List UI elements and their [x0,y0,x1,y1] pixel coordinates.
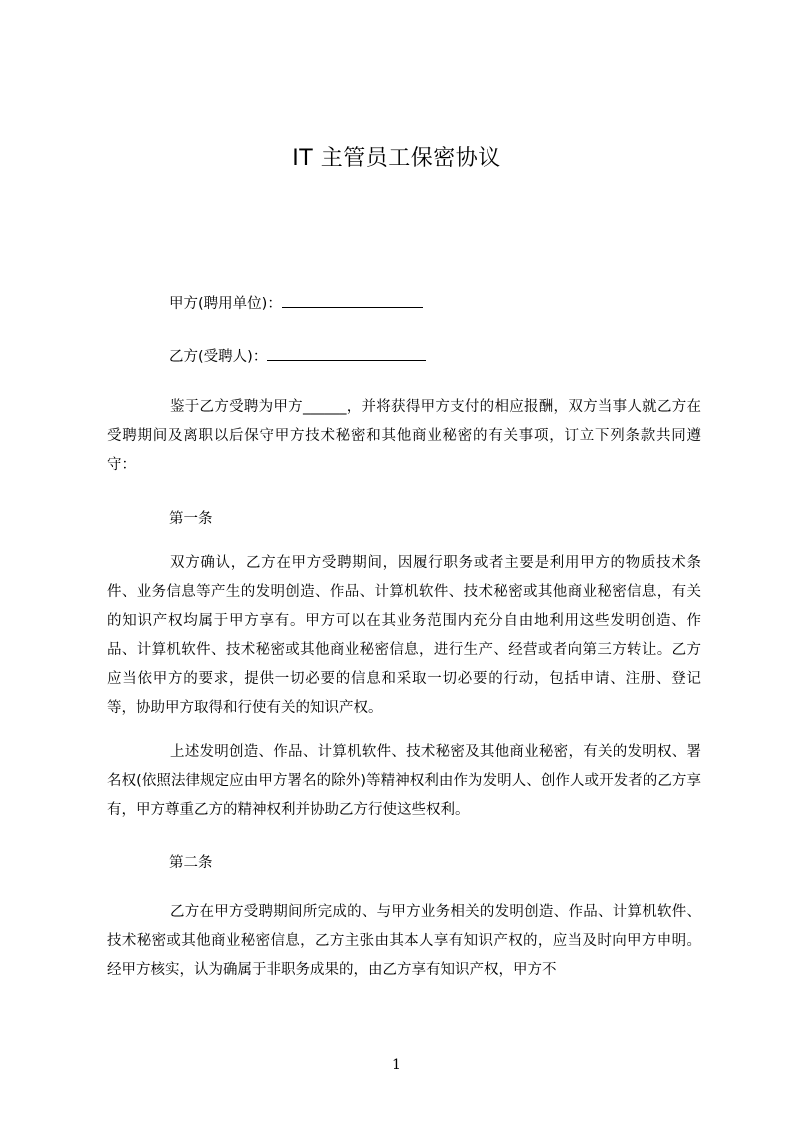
clause-2-heading: 第二条 [169,855,213,871]
clause-1-paragraph-1: 双方确认，乙方在甲方受聘期间，因履行职务或者主要是利用甲方的物质技术条件、业务信息等产生的发明创造、作品、计算机软件、技术秘密或其他商业秘密信息，有关的知识产权均属于甲方享有。甲方可以在其业务范围内充分自由地利用这些发明创造、作品、计算机软件、技术秘密或其他商业秘密信息，进行生产、经营或者向第三方转让。乙方应当依甲方的要求，提供一切必要的信息和采取一切必要的行动，包括申请、注册、登记等，协助甲方取得和行使有关的知识产权。 [107,555,701,716]
party-a-blank [282,295,423,308]
preamble-paragraph: 鉴于乙方受聘为甲方______，并将获得甲方支付的相应报酬，双方当事人就乙方在受聘期间及离职以后保守甲方技术秘密和其他商业秘密的有关事项，订立下列条款共同遵守： [107,399,701,473]
clause-2-paragraph-1: 乙方在甲方受聘期间所完成的、与甲方业务相关的发明创造、作品、计算机软件、技术秘密或其他商业秘密信息，乙方主张由其本人享有知识产权的，应当及时向甲方申明。经甲方核实，认为确属于非职务成果的，由乙方享有知识产权，甲方不 [107,904,701,978]
document-title: IT 主管员工保密协议 [292,146,501,171]
party-b-label: 乙方(受聘人)： [169,349,268,365]
page-number: 1 [392,1057,401,1073]
party-b-blank [267,348,426,361]
party-b-line [169,345,426,366]
clause-1-heading: 第一条 [169,511,213,527]
party-a-label: 甲方(聘用单位)： [169,296,282,312]
party-a-line [169,292,423,313]
clause-1-paragraph-2: 上述发明创造、作品、计算机软件、技术秘密及其他商业秘密，有关的发明权、署名权(依照法律规定应由甲方署名的除外)等精神权利由作为发明人、创作人或开发者的乙方享有，甲方尊重乙方的精神权利并协助乙方行使这些权利。 [107,744,701,818]
